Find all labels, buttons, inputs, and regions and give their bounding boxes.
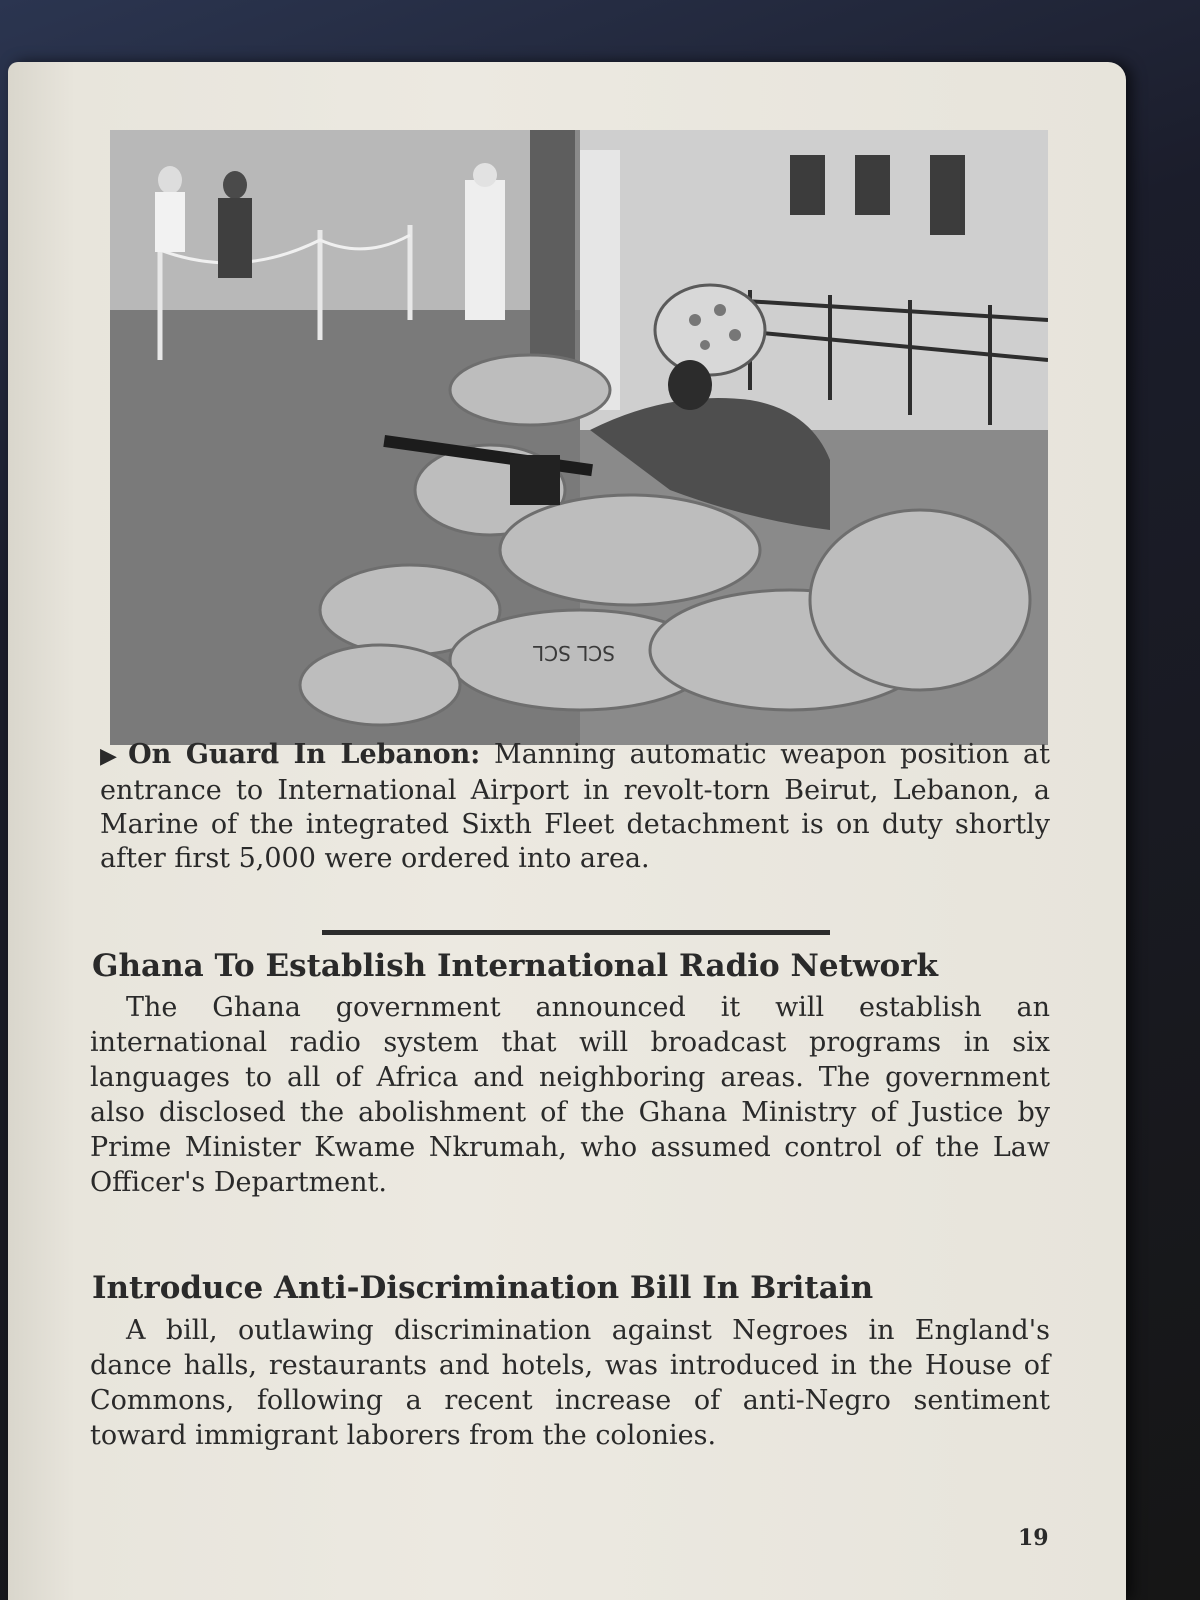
marine-guard-photo <box>110 130 1048 745</box>
photo-illustration <box>110 130 1048 745</box>
sandbag-stencil-text: SCL SCL <box>533 641 615 665</box>
page-number: 19 <box>1018 1525 1049 1551</box>
article-headline-ghana: Ghana To Establish International Radio Network <box>92 948 939 984</box>
caption-text: Manning automatic weapon position at entrance to International Airport in revolt-torn Beirut, Lebanon, a Marine of the integrated Sixth Fleet detachment is on duty shortly after first 5,000 were ordered into area. <box>100 739 1051 874</box>
article-body-britain: A bill, outlawing discrimination against Negroes in England's dance halls, restaurants and hotels, was introduced in the House of Commons, following a recent increase of anti-Negro sentiment toward immigrant laborers from the colonies. <box>90 1315 1050 1451</box>
photo-caption <box>100 738 1050 876</box>
caption-arrow-icon: ▶ <box>100 744 123 769</box>
section-divider <box>322 930 830 935</box>
caption-headline: On Guard In Lebanon: <box>128 739 481 770</box>
article-body-ghana: The Ghana government announced it will establish an international radio system that will broadcast programs in six languages to all of Africa and neighboring areas. The government also disclosed the abolishment of the Ghana Ministry of Justice by Prime Minister Kwame Nkrumah, who assumed control of the Law Officer's Department. <box>90 992 1050 1198</box>
article-headline-britain: Introduce Anti-Discrimination Bill In Britain <box>92 1270 874 1306</box>
